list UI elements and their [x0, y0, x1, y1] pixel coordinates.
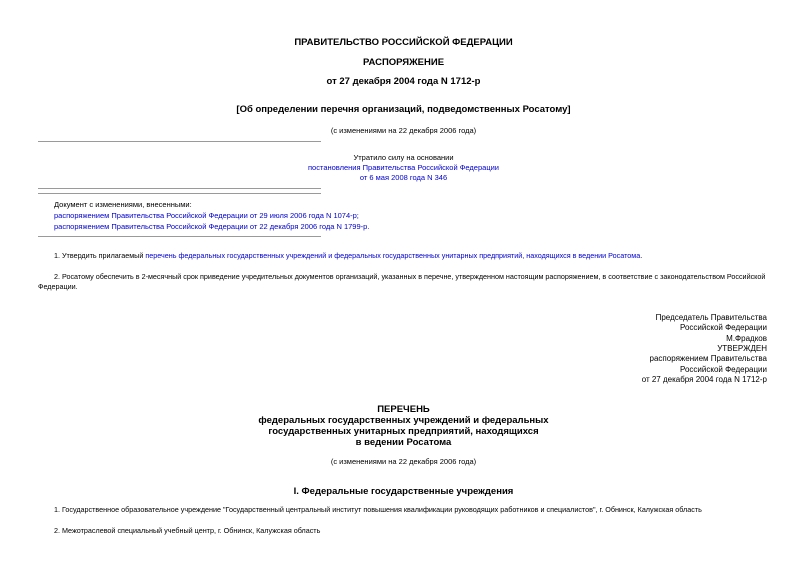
list-item: 2. Межотраслевой специальный учебный центр, г. Обнинск, Калужская область	[54, 526, 321, 535]
document-type: РАСПОРЯЖЕНИЕ	[362, 57, 445, 68]
approved-block	[467, 344, 767, 386]
amendment-note: (с изменениями на 22 декабря 2006 года)	[330, 126, 477, 135]
expired-decree-date-link[interactable]: от 6 мая 2008 года N 346	[359, 173, 448, 182]
paragraph-2-line-1: 2. Росатому обеспечить в 2-месячный срок приведение учредительных документов организаций, указанных в перечне, утвержденном настоящим распоряжением, в соответствие с законодательством Российской	[54, 272, 766, 281]
approved-line: Российской Федерации	[680, 364, 767, 374]
divider	[38, 188, 321, 189]
signature-line: Председатель Правительства	[655, 313, 767, 322]
paragraph-2-line-2: Федерации.	[38, 282, 78, 291]
list-amendment-note: (с изменениями на 22 декабря 2006 года)	[330, 457, 477, 466]
change-link-1[interactable]: распоряжением Правительства Российской Федерации от 29 июля 2006 года N 1074-р;	[54, 211, 359, 220]
list-link[interactable]: перечень федеральных государственных учреждений и федеральных государственных унитарных предприятий, находящихся в ведении Росатома	[145, 251, 641, 260]
signature-block	[467, 313, 767, 344]
document-title: [Об определении перечня организаций, подведомственных Росатому]	[236, 104, 571, 115]
list-subtitle-line: федеральных государственных учреждений и федеральных	[258, 415, 549, 426]
government-heading: ПРАВИТЕЛЬСТВО РОССИЙСКОЙ ФЕДЕРАЦИИ	[294, 37, 513, 48]
list-heading: ПЕРЕЧЕНЬ	[377, 404, 430, 415]
document-date-number: от 27 декабря 2004 года N 1712-р	[326, 76, 481, 87]
list-item: 1. Государственное образовательное учреждение "Государственный центральный институт повышения квалификации руководящих работников и специалистов", г. Обнинск, Калужская область	[54, 505, 702, 514]
signature-line: М.Фрадков	[726, 333, 767, 343]
divider	[38, 141, 321, 142]
paragraph-1	[54, 251, 642, 260]
paragraph-1-prefix: 1. Утвердить прилагаемый	[54, 251, 146, 260]
changes-intro: Документ с изменениями, внесенными:	[54, 200, 192, 209]
expired-decree-link[interactable]: постановления Правительства Российской Федерации	[307, 163, 499, 172]
divider	[38, 236, 321, 237]
divider	[38, 193, 321, 194]
signature-line: Российской Федерации	[680, 323, 767, 333]
expired-notice: Утратило силу на основании	[353, 153, 454, 162]
list-subtitle-line: государственных унитарных предприятий, находящихся	[268, 426, 539, 437]
list-subtitle-line: в ведении Росатома	[355, 437, 452, 448]
section-title: I. Федеральные государственные учреждения	[293, 486, 514, 497]
approved-line: распоряжением Правительства	[649, 354, 767, 364]
paragraph-1-suffix: .	[640, 251, 643, 260]
approved-line: УТВЕРЖДЕН	[717, 344, 767, 353]
list-subtitle	[0, 415, 807, 448]
approved-line: от 27 декабря 2004 года N 1712-р	[641, 375, 767, 385]
change-link-2[interactable]: распоряжением Правительства Российской Федерации от 22 декабря 2006 года N 1799-р.	[54, 222, 370, 231]
